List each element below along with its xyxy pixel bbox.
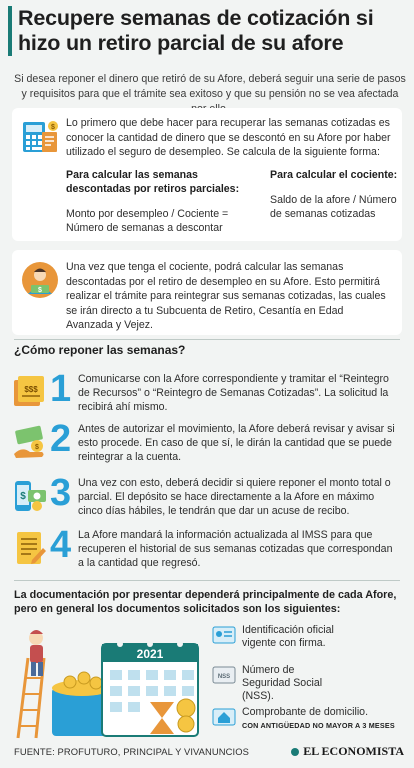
- title-block: [8, 6, 408, 56]
- card1-body: Lo primero que debe hacer para recuperar las semanas cotizadas es conocer la cantidad de dinero que se descontó en su Afore por haber utilizado el seguro de desempleo. Se calcula de la siguiente forma:: [66, 117, 391, 158]
- steps-section-title: ¿Cómo reponer las semanas?: [14, 343, 186, 357]
- weeks-formula: Monto por desempleo / Cociente = Número de semanas a descontar: [66, 208, 229, 234]
- address-proof-icon: [212, 706, 236, 728]
- svg-text:$: $: [51, 124, 55, 131]
- step-number: 3: [50, 472, 72, 514]
- nss-card-icon: [212, 664, 236, 686]
- step-2: [12, 418, 404, 468]
- step-4: [12, 524, 404, 574]
- step-number: 4: [50, 524, 72, 566]
- calculation-card: [12, 108, 402, 241]
- calculator-icon: [20, 118, 60, 158]
- quotient-formula-column: [270, 168, 400, 221]
- divider: [14, 339, 400, 340]
- step-number: 1: [50, 368, 72, 410]
- quotient-formula-heading: Para calcular el cociente:: [270, 169, 398, 181]
- svg-text:$: $: [20, 491, 26, 502]
- step-3: [12, 472, 404, 522]
- documents-intro: La documentación por presentar dependerá principalmente de cada Afore, pero en general los documentos solicitados son los siguientes:: [14, 589, 397, 615]
- document-text: Identificación oficial vigente con firma.: [242, 624, 334, 649]
- svg-text:$$$: $$$: [24, 385, 38, 394]
- quotient-card: [12, 250, 402, 335]
- contract-icon: [12, 530, 48, 566]
- phone-money-icon: [12, 478, 48, 514]
- svg-text:NSS: NSS: [217, 674, 231, 680]
- source-credit: FUENTE: PROFUTURO, PRINCIPAL Y VIVANUNCIOS: [14, 746, 249, 757]
- intro-text: Si desea reponer el dinero que retiró de su Afore, deberá seguir una serie de pasos y requisitos para que el trámite sea exitoso y que su pensión no se vea afectada: [14, 73, 406, 100]
- card2-body: Una vez que tenga el cociente, podrá calcular las semanas descontadas por el retiro de desempleo en su Afore. Esto permitirá realizar el trámite para reintegrar sus semanas cotizadas, las cuales se irán directo a tu Subcuenta de Retiro, Cesantía en Edad Avanzada y Vejez.: [66, 261, 386, 331]
- calendar-year: 2021: [136, 647, 164, 661]
- coins-hand-icon: [12, 424, 48, 460]
- weeks-formula-column: [66, 168, 256, 235]
- weeks-formula-heading: Para calcular las semanas descontadas por retiros parciales:: [66, 169, 240, 195]
- svg-text:$: $: [38, 287, 42, 294]
- step-1: [12, 368, 404, 418]
- person-icon: [29, 630, 43, 676]
- document-text: Número de Seguridad Social (NSS).: [242, 664, 323, 702]
- savings-calendar-illustration: [10, 618, 206, 742]
- id-card-icon: [212, 624, 236, 646]
- step-text: Antes de autorizar el movimiento, la Afore deberá revisar y avisar si esto procede. En caso de que sí, le dirán la cantidad que se puede reintegrar a la cuenta.: [78, 423, 395, 463]
- step-text: Comunicarse con la Afore correspondiente y tramitar el “Reintegro de Recursos” o “Reintegro de Semanas Cotizadas”. La solicitud la recibirá ahí mismo.: [78, 373, 389, 413]
- step-number: 2: [50, 418, 72, 460]
- step-text: La Afore mandará la información actualizada al IMSS para que recuperen el historial de sus semanas cotizadas que correspondan a la cantidad que regresó.: [78, 529, 393, 569]
- document-text: Comprobante de domicilio.: [242, 706, 369, 718]
- brand-name: EL ECONOMISTA: [303, 744, 404, 758]
- document-note: CON ANTIGÜEDAD NO MAYOR A 3 MESES: [242, 721, 395, 730]
- brand-logo: [291, 744, 404, 759]
- document-money-icon: [12, 374, 48, 410]
- quotient-formula: Saldo de la afore / Número de semanas cotizadas: [270, 194, 397, 220]
- page-title: Recupere semanas de cotización si hizo un retiro parcial de su afore: [18, 6, 374, 55]
- brand-mark-icon: [291, 748, 299, 756]
- person-money-icon: [20, 260, 60, 300]
- step-text: Una vez con esto, deberá decidir si quiere reponer el monto total o parcial. El depósito se hace directamente a la Afore en máximo cinco días hábiles, le tendrán que dar un acuse de recibo.: [78, 477, 391, 517]
- svg-text:$: $: [35, 444, 39, 451]
- divider: [14, 580, 400, 581]
